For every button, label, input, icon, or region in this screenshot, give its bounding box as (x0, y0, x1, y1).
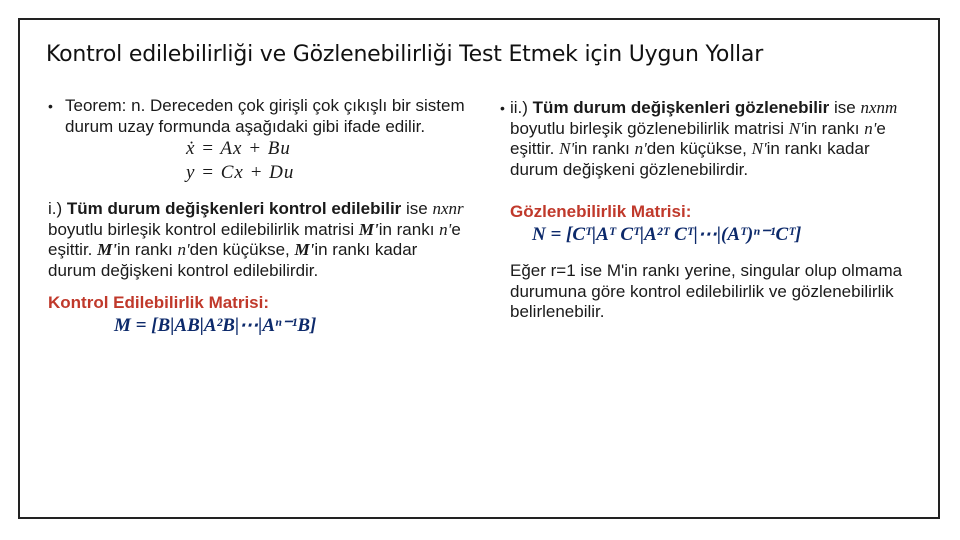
math-symbol: n' (177, 240, 190, 259)
observability-matrix-formula: N = [Cᵀ|Aᵀ Cᵀ|A²ᵀ Cᵀ|⋯|(Aᵀ)ⁿ⁻¹Cᵀ] (532, 223, 802, 245)
controllability-paragraph (48, 199, 468, 281)
math-symbol: n' (634, 139, 647, 158)
controllability-matrix-formula: M = [B|AB|A²B|⋯|Aⁿ⁻¹B] (114, 314, 317, 336)
observability-paragraph (510, 98, 920, 180)
math-symbol: M' (358, 219, 379, 239)
theorem-item (48, 96, 468, 137)
rank-note: Eğer r=1 ise M'in rankı yerine, singular olup olmama durumuna göre kontrol edilebilirlik ve gözlenebilirlik belirlenebilir. (510, 261, 903, 321)
text-segment: e eşittir. (510, 118, 886, 158)
math-symbol: n' (864, 118, 877, 138)
dimension-term: nxnm (860, 98, 898, 117)
math-symbol: M' (294, 240, 315, 259)
item-prefix: i.) (48, 199, 67, 218)
controllability-matrix-label: Kontrol Edilebilirlik Matrisi: (48, 293, 270, 312)
math-symbol: N' (559, 139, 575, 158)
text-segment: e eşittir. (48, 219, 461, 259)
controllability-condition: Tüm durum değişkenleri kontrol edilebilir (66, 199, 402, 218)
text-segment: in rankı (803, 118, 865, 138)
text-segment: boyutlu birleşik kontrol edilebilirlik matrisi (48, 219, 359, 239)
bullet-icon: • (48, 98, 53, 114)
text-segment: in rankı (574, 139, 635, 158)
text-segment: in rankı kadar durum değişkeni gözlenebilirdir. (510, 139, 870, 179)
math-symbol: M' (97, 240, 117, 259)
right-column (500, 98, 920, 323)
text-segment: ise (829, 98, 861, 117)
text-segment: den küçükse, (189, 240, 295, 259)
text-segment: in rankı (378, 219, 440, 239)
dimension-term: nxnr (432, 199, 464, 218)
slide-title: Kontrol edilebilirliği ve Gözlenebilirliği Test Etmek için Uygun Yollar (46, 42, 764, 67)
text-segment: ise (401, 199, 433, 218)
item-prefix: ii.) (510, 98, 533, 117)
math-symbol: N' (788, 118, 804, 138)
observability-matrix-label: Gözlenebilirlik Matrisi: (510, 202, 692, 221)
observability-item (500, 98, 920, 180)
state-equation: ẋ = Ax + Bu (186, 138, 291, 159)
text-segment: in rankı kadar durum değişkeni kontrol edilebilirdir. (48, 240, 418, 280)
math-symbol: N' (751, 139, 767, 158)
left-column (48, 96, 468, 336)
text-segment: in rankı (116, 240, 178, 259)
theorem-text: Teorem: n. Dereceden çok girişli çok çıkışlı bir sistem durum uzay formunda aşağıdaki gibi ifade edilir. (65, 96, 465, 136)
text-segment: den küçükse, (646, 139, 752, 158)
bullet-icon: • (500, 100, 505, 116)
math-symbol: n' (439, 219, 452, 239)
text-segment: boyutlu birleşik gözlenebilirlik matrisi (510, 118, 789, 138)
observability-condition: Tüm durum değişkenleri gözlenebilir (532, 98, 830, 117)
output-equation: y = Cx + Du (186, 162, 295, 183)
